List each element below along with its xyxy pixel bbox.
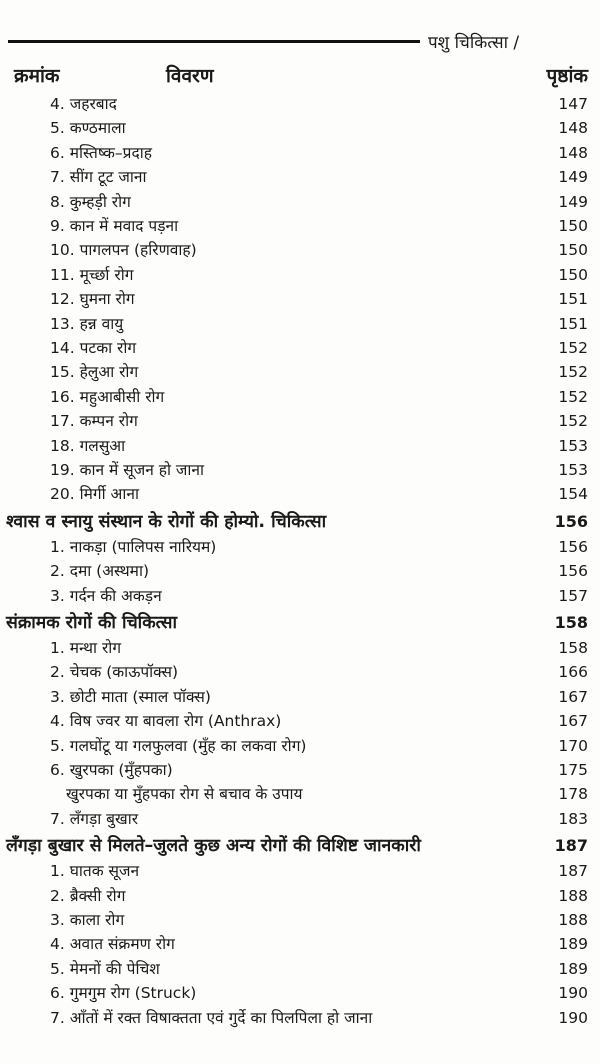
toc-entry xyxy=(0,932,600,956)
entry-title: 15. हेलुआ रोग xyxy=(50,363,139,382)
toc-entry xyxy=(0,709,600,733)
entry-title: 5. गलघोंटू या गलफुलवा (मुँह का लकवा रोग) xyxy=(50,736,307,755)
page-number: 152 xyxy=(558,387,588,406)
entry-title: 6. गुमगुम रोग (Struck) xyxy=(50,984,197,1003)
entry-title: 3. काला रोग xyxy=(50,911,125,929)
entry-title: 7. लँगड़ा बुखार xyxy=(50,809,139,828)
section-heading xyxy=(0,509,600,535)
entry-title: 10. पागलपन (हरिणवाह) xyxy=(50,241,197,260)
page-number: 151 xyxy=(558,314,588,333)
page-number: 183 xyxy=(558,809,588,828)
toc-entry xyxy=(0,559,600,583)
page-number: 149 xyxy=(558,168,588,187)
toc-entry xyxy=(0,957,600,981)
running-title: पशु चिकित्सा / xyxy=(428,33,520,53)
section-title: संक्रामक रोगों की चिकित्सा xyxy=(6,613,178,633)
page-number: 178 xyxy=(558,785,588,804)
entry-title: 16. महुआबीसी रोग xyxy=(50,387,165,406)
toc-entry xyxy=(0,238,600,262)
column-header-serial: क्रमांक xyxy=(14,65,60,87)
toc-entry xyxy=(0,190,600,214)
toc-entry xyxy=(0,385,600,409)
entry-title: 17. कम्पन रोग xyxy=(50,412,138,431)
toc-entry xyxy=(0,660,600,684)
page-number: 151 xyxy=(558,290,588,309)
page-number: 153 xyxy=(558,436,588,455)
toc-entry xyxy=(0,434,600,458)
toc-entry xyxy=(0,584,600,608)
page-number: 152 xyxy=(558,363,588,382)
entry-title: 19. कान में सूजन हो जाना xyxy=(50,461,205,479)
entry-title: 20. मिर्गी आना xyxy=(50,485,139,504)
toc-entry xyxy=(0,409,600,433)
toc-entry xyxy=(0,336,600,360)
page-number: 189 xyxy=(558,959,588,978)
toc-entry xyxy=(0,116,600,140)
entry-title: 4. जहरबाद xyxy=(50,95,117,113)
entry-title: 14. पटका रोग xyxy=(50,339,137,357)
page-number: 167 xyxy=(558,712,588,731)
page-number: 188 xyxy=(558,911,588,929)
page-number: 175 xyxy=(558,761,588,779)
page-number: 187 xyxy=(554,836,588,856)
page-number: 167 xyxy=(558,687,588,706)
page-number: 152 xyxy=(558,412,588,431)
toc-entry xyxy=(0,884,600,908)
entry-title: 2. दमा (अस्थमा) xyxy=(50,562,150,581)
entry-title: 2. चेचक (काऊपॉक्स) xyxy=(50,663,179,682)
entry-title: 12. घुमना रोग xyxy=(50,290,135,309)
entry-title: 6. मस्तिष्क–प्रदाह xyxy=(50,143,152,162)
toc-entry xyxy=(0,312,600,336)
toc-entry xyxy=(0,360,600,384)
page-number: 147 xyxy=(558,95,588,113)
toc-entry xyxy=(0,165,600,189)
section-heading xyxy=(0,610,600,636)
entry-title: 1. नाकड़ा (पालिपस नारियम) xyxy=(50,537,217,556)
page-number: 189 xyxy=(558,935,588,954)
toc-entry xyxy=(0,685,600,709)
entry-title: 9. कान में मवाद पड़ना xyxy=(50,217,179,235)
page-number: 152 xyxy=(558,339,588,357)
page-number: 156 xyxy=(558,562,588,581)
page-number: 148 xyxy=(558,143,588,162)
entry-title: खुरपका या मुँहपका रोग से बचाव के उपाय xyxy=(66,785,303,804)
toc-entry xyxy=(0,92,600,116)
page-number: 190 xyxy=(558,984,588,1003)
running-header xyxy=(0,30,600,54)
entry-title: 2. ब्रैक्सी रोग xyxy=(50,886,126,905)
entry-title: 1. घातक सूजन xyxy=(50,862,140,881)
toc-entry xyxy=(0,287,600,311)
entry-title: 5. कण्ठमाला xyxy=(50,119,126,138)
entry-title: 13. हन्न वायु xyxy=(50,314,124,333)
page-number: 149 xyxy=(558,192,588,211)
toc-entry xyxy=(0,1006,600,1030)
page-number: 190 xyxy=(558,1008,588,1027)
toc-entry xyxy=(0,636,600,660)
toc-entry xyxy=(0,214,600,238)
section-heading xyxy=(0,833,600,859)
page-number: 158 xyxy=(558,639,588,657)
page-number: 153 xyxy=(558,461,588,479)
entry-title: 4. विष ज्वर या बावला रोग (Anthrax) xyxy=(50,712,282,731)
entry-title: 3. छोटी माता (स्माल पॉक्स) xyxy=(50,687,211,706)
toc-entry xyxy=(0,482,600,506)
section-title: श्वास व स्नायु संस्थान के रोगों की होम्यो. चिकित्सा xyxy=(6,511,327,532)
toc-entry xyxy=(0,458,600,482)
entry-title: 5. मेमनों की पेचिश xyxy=(50,959,160,978)
page-number: 156 xyxy=(554,511,588,531)
column-header-page: पृष्ठांक xyxy=(546,65,588,87)
toc-entry xyxy=(0,908,600,932)
column-header-description: विवरण xyxy=(166,65,214,87)
toc-entry xyxy=(0,734,600,758)
page-number: 170 xyxy=(558,736,588,755)
toc-entry xyxy=(0,859,600,883)
header-rule xyxy=(8,40,420,43)
toc-entry xyxy=(0,141,600,165)
section-title: लँगड़ा बुखार से मिलते–जुलते कुछ अन्य रोगों की विशिष्ट जानकारी xyxy=(6,836,421,857)
entry-title: 3. गर्दन की अकड़न xyxy=(50,586,162,605)
entry-title: 6. खुरपका (मुँहपका) xyxy=(50,761,173,779)
page-number: 166 xyxy=(558,663,588,682)
toc-entry xyxy=(0,263,600,287)
toc-entry xyxy=(0,807,600,831)
entry-title: 4. अवात संक्रमण रोग xyxy=(50,935,175,954)
page-number: 188 xyxy=(558,886,588,905)
page-number: 158 xyxy=(554,613,588,632)
page-number: 154 xyxy=(558,485,588,504)
toc-entry xyxy=(0,981,600,1005)
page-number: 150 xyxy=(558,217,588,235)
page-number: 150 xyxy=(558,241,588,260)
entry-title: 11. मूर्च्छा रोग xyxy=(50,265,134,284)
page-number: 148 xyxy=(558,119,588,138)
entry-title: 7. सींग टूट जाना xyxy=(50,168,147,187)
entry-title: 18. गलसुआ xyxy=(50,436,126,455)
entry-title: 8. कुम्हड़ी रोग xyxy=(50,192,131,211)
toc-entry xyxy=(0,535,600,559)
page-number: 156 xyxy=(558,537,588,556)
page-number: 150 xyxy=(558,265,588,284)
page-number: 187 xyxy=(558,862,588,881)
entry-title: 1. मन्था रोग xyxy=(50,639,122,657)
entry-title: 7. आँतों में रक्त विषाक्तता एवं गुर्दे का पिलपिला हो जाना xyxy=(50,1008,373,1027)
toc-entry xyxy=(0,782,600,806)
toc-entry xyxy=(0,758,600,782)
page-number: 157 xyxy=(558,586,588,605)
